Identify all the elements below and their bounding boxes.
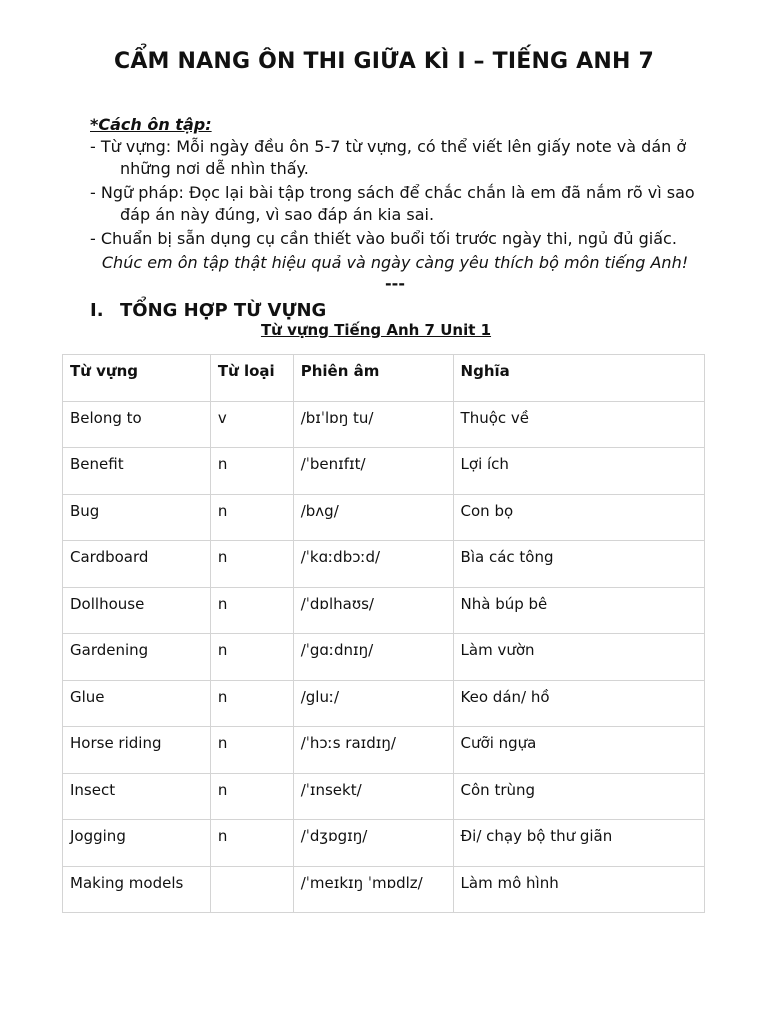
header-word: Từ vựng [63, 355, 211, 402]
cell-pronunciation: /ˈgɑːdnɪŋ/ [293, 634, 453, 681]
cell-word: Belong to [63, 401, 211, 448]
study-guide-item-grammar: - Ngữ pháp: Đọc lại bài tập trong sách để chắc chắn là em đã nắm rõ vì sao đáp án này đúng, vì sao đáp án kia sai. [90, 183, 695, 224]
cell-meaning: Lợi ích [453, 448, 704, 495]
cell-word-type: n [210, 494, 293, 541]
cell-pronunciation: /ˈbenɪfɪt/ [293, 448, 453, 495]
header-word-type: Từ loại [210, 355, 293, 402]
cell-meaning: Đi/ chạy bộ thư giãn [453, 820, 704, 867]
table-row [63, 401, 705, 448]
cell-pronunciation: /ˈdɒlhaʊs/ [293, 587, 453, 634]
cell-pronunciation: /ˈdʒɒgɪŋ/ [293, 820, 453, 867]
cell-word-type: n [210, 820, 293, 867]
cell-word-type: n [210, 727, 293, 774]
cell-pronunciation: /ˈmeɪkɪŋ ˈmɒdlz/ [293, 866, 453, 913]
cell-pronunciation: /bɪˈlɒŋ tu/ [293, 401, 453, 448]
cell-word-type: n [210, 448, 293, 495]
table-header-row [63, 355, 705, 402]
section-number: I. [90, 300, 104, 321]
section-title: TỔNG HỢP TỪ VỰNG [120, 300, 327, 321]
cell-pronunciation: /ˈɪnsekt/ [293, 773, 453, 820]
cell-meaning: Bìa các tông [453, 541, 704, 588]
cell-word: Making models [63, 866, 211, 913]
table-row [63, 541, 705, 588]
table-row [63, 634, 705, 681]
cell-word: Dollhouse [63, 587, 211, 634]
cell-word-type: n [210, 634, 293, 681]
study-guide-heading: *Cách ôn tập: [90, 115, 212, 134]
cell-pronunciation: /ˈhɔːs raɪdɪŋ/ [293, 727, 453, 774]
cell-meaning: Côn trùng [453, 773, 704, 820]
cell-pronunciation: /ˈkɑːdbɔːd/ [293, 541, 453, 588]
cell-word: Glue [63, 680, 211, 727]
cell-pronunciation: /gluː/ [293, 680, 453, 727]
table-row [63, 448, 705, 495]
cell-word-type: n [210, 587, 293, 634]
cell-meaning: Con bọ [453, 494, 704, 541]
cell-word: Gardening [63, 634, 211, 681]
vocabulary-table [62, 354, 705, 913]
cell-word: Horse riding [63, 727, 211, 774]
study-guide-item-vocabulary: - Từ vựng: Mỗi ngày đều ôn 5-7 từ vựng, có thể viết lên giấy note và dán ở những nơi dễ nhìn thấy. [90, 137, 687, 178]
table-row [63, 866, 705, 913]
wish-message: Chúc em ôn tập thật hiệu quả và ngày càng yêu thích bộ môn tiếng Anh! [101, 253, 689, 272]
header-meaning: Nghĩa [453, 355, 704, 402]
cell-meaning: Làm vườn [453, 634, 704, 681]
cell-word: Jogging [63, 820, 211, 867]
study-guide [90, 114, 710, 292]
table-row [63, 727, 705, 774]
cell-word: Benefit [63, 448, 211, 495]
cell-word-type [210, 866, 293, 913]
cell-meaning: Nhà búp bê [453, 587, 704, 634]
cell-word-type: v [210, 401, 293, 448]
cell-pronunciation: /bʌg/ [293, 494, 453, 541]
table-row [63, 587, 705, 634]
table-row [63, 773, 705, 820]
cell-word: Bug [63, 494, 211, 541]
cell-word: Cardboard [63, 541, 211, 588]
cell-word-type: n [210, 541, 293, 588]
table-row [63, 680, 705, 727]
separator: --- [385, 274, 405, 293]
cell-meaning: Làm mô hình [453, 866, 704, 913]
cell-word-type: n [210, 773, 293, 820]
header-pronunciation: Phiên âm [293, 355, 453, 402]
document-title: CẨM NANG ÔN THI GIỮA KÌ I – TIẾNG ANH 7 [113, 49, 654, 74]
cell-meaning: Thuộc về [453, 401, 704, 448]
table-row [63, 820, 705, 867]
table-row [63, 494, 705, 541]
cell-meaning: Cưỡi ngựa [453, 727, 704, 774]
table-caption: Từ vựng Tiếng Anh 7 Unit 1 [260, 321, 492, 339]
section-heading [90, 300, 326, 321]
study-guide-item-preparation: - Chuẩn bị sẵn dụng cụ cần thiết vào buổi tối trước ngày thi, ngủ đủ giấc. [90, 229, 677, 248]
cell-word-type: n [210, 680, 293, 727]
cell-word: Insect [63, 773, 211, 820]
cell-meaning: Keo dán/ hồ [453, 680, 704, 727]
